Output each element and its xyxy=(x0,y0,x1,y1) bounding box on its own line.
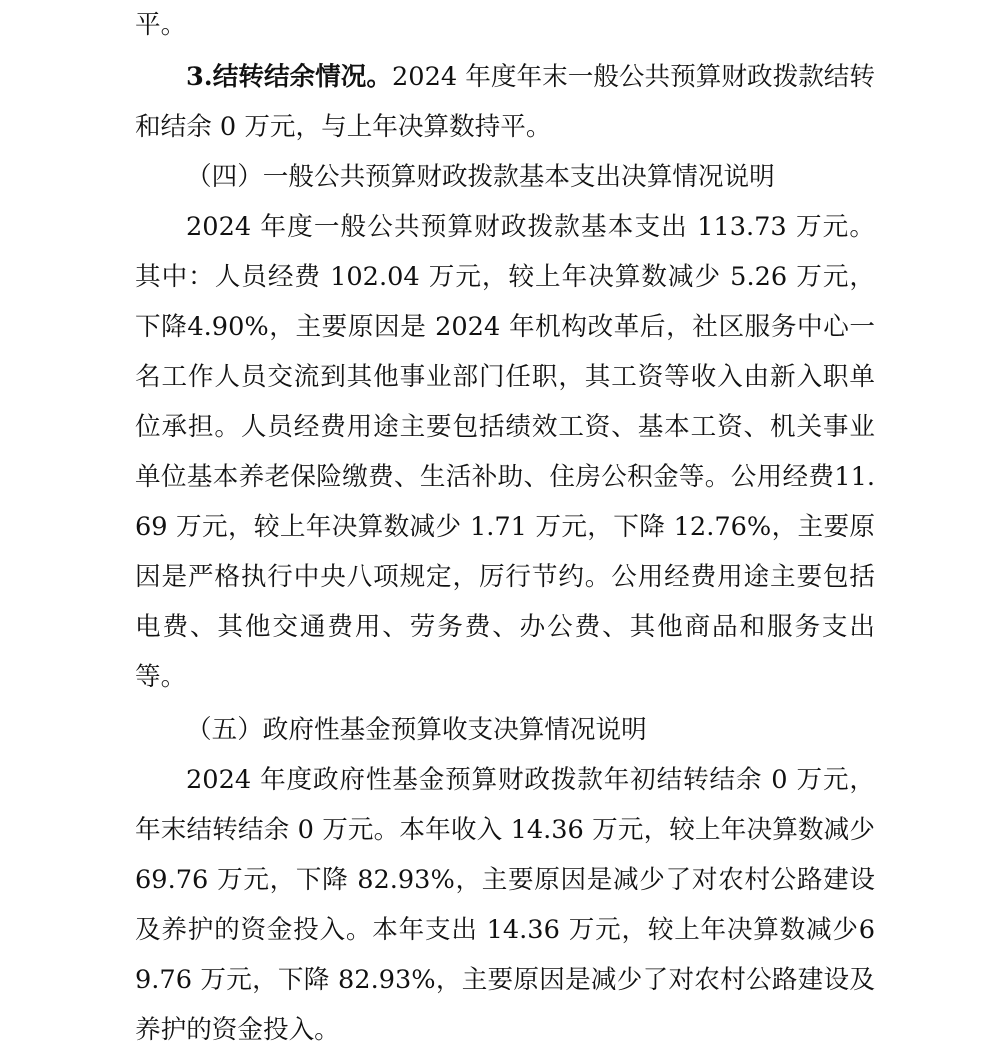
paragraph-text: 2024 年度一般公共预算财政拨款基本支出 113.73 万元。其中：人员经费 102.04 万元，较上年决算数减少 5.26 万元，下降4.90%，主要原因是 2024 年机构改革后，社区服务中心一名工作人员交流到其他事业部门任职，其工资等收入由新入职单位承担。人员经费用途主要包括绩效工资、基本工资、机关事业单位基本养老保险缴费、生活补助、住房公积金等。公用经费11.69 万元，较上年决算数减少 1.71 万元，下降 12.76%，主要原因是严格执行中央八项规定，厉行节约。公用经费用途主要包括电费、其他交通费用、劳务费、办公费、其他商品和服务支出等。 xyxy=(135,212,875,692)
heading-text: （四）一般公共预算财政拨款基本支出决算情况说明 xyxy=(186,162,775,192)
section-heading-4 xyxy=(135,152,875,202)
paragraph-basic-expenditure xyxy=(135,202,875,702)
paragraph-gov-fund xyxy=(135,755,875,1055)
paragraph-text: 2024 年度年末一般公共预算财政拨款结转和结余 0 万元，与上年决算数持平。 xyxy=(135,62,875,142)
paragraph-carryover xyxy=(135,52,875,152)
paragraph-lead: 3.结转结余情况。 xyxy=(186,62,392,92)
heading-text: （五）政府性基金预算收支决算情况说明 xyxy=(186,715,647,745)
paragraph-text: 平。 xyxy=(135,10,187,40)
paragraph-continuation xyxy=(135,0,875,50)
paragraph-text: 2024 年度政府性基金预算财政拨款年初结转结余 0 万元，年末结转结余 0 万元。本年收入 14.36 万元，较上年决算数减少69.76 万元，下降 82.93%，主要原因是减少了对农村公路建设及养护的资金投入。本年支出 14.36 万元，较上年决算数减少69.76 万元，下降 82.93%，主要原因是减少了对农村公路建设及养护的资金投入。 xyxy=(135,765,875,1045)
section-heading-5 xyxy=(135,705,875,755)
